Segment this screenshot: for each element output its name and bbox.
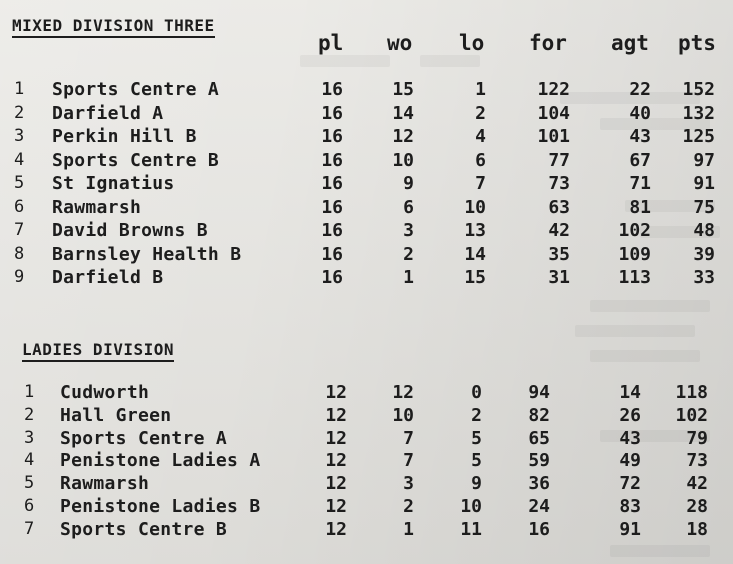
header-lo: lo (459, 31, 485, 55)
played-cell: 12 (325, 496, 347, 517)
header-pts: pts (678, 31, 716, 55)
played-cell: 12 (325, 404, 347, 426)
position-cell: 2 (14, 102, 25, 123)
won-cell: 10 (392, 404, 414, 426)
won-cell: 2 (403, 243, 414, 265)
team-name-cell: Sports Centre A (60, 427, 228, 449)
lost-cell: 13 (464, 220, 486, 241)
against-cell: 26 (619, 404, 641, 426)
position-cell: 1 (24, 382, 35, 402)
against-cell: 71 (629, 173, 651, 194)
played-cell: 16 (321, 149, 343, 171)
for-cell: 16 (528, 518, 550, 540)
for-cell: 77 (548, 149, 570, 171)
for-cell: 36 (528, 473, 550, 495)
against-cell: 83 (619, 496, 641, 517)
lost-cell: 2 (471, 404, 482, 426)
for-cell: 101 (537, 126, 570, 147)
won-cell: 1 (403, 267, 414, 288)
for-cell: 42 (548, 220, 570, 241)
points-cell: 132 (682, 102, 715, 124)
ladies-division-title: LADIES DIVISION (22, 340, 174, 362)
table-row (0, 518, 733, 541)
header-wo: wo (387, 31, 413, 55)
against-cell: 43 (629, 126, 651, 147)
lost-cell: 14 (464, 243, 486, 265)
header-for: for (529, 31, 567, 55)
for-cell: 73 (548, 173, 570, 194)
lost-cell: 6 (475, 149, 486, 171)
points-cell: 79 (686, 427, 708, 449)
table-row (0, 102, 733, 125)
against-cell: 67 (629, 149, 651, 171)
against-cell: 72 (619, 473, 641, 495)
for-cell: 31 (548, 267, 570, 288)
mixed-division-title: MIXED DIVISION THREE (12, 16, 215, 38)
team-name-cell: Sports Centre A (52, 79, 220, 100)
position-cell: 8 (14, 243, 25, 264)
team-name-cell: Darfield A (52, 102, 164, 124)
won-cell: 12 (392, 382, 414, 403)
table-row (0, 381, 733, 404)
team-name-cell: Perkin Hill B (52, 126, 197, 147)
lost-cell: 15 (464, 267, 486, 288)
table-row (0, 427, 733, 450)
against-cell: 113 (618, 267, 651, 288)
played-cell: 16 (321, 267, 343, 288)
played-cell: 16 (321, 126, 343, 147)
team-name-cell: Rawmarsh (60, 473, 150, 495)
points-cell: 18 (686, 518, 708, 540)
for-cell: 94 (528, 382, 550, 403)
table-row (0, 78, 733, 101)
team-name-cell: Penistone Ladies B (60, 496, 261, 517)
points-cell: 118 (675, 382, 708, 403)
for-cell: 59 (528, 450, 550, 472)
position-cell: 3 (24, 427, 35, 448)
played-cell: 16 (321, 102, 343, 124)
against-cell: 14 (619, 382, 641, 403)
won-cell: 3 (403, 473, 414, 495)
table-row (0, 495, 733, 518)
won-cell: 1 (403, 518, 414, 540)
won-cell: 7 (403, 450, 414, 472)
team-name-cell: Sports Centre B (52, 149, 220, 171)
team-name-cell: St Ignatius (52, 173, 175, 194)
lost-cell: 11 (460, 518, 482, 540)
position-cell: 4 (14, 149, 25, 170)
team-name-cell: Barnsley Health B (52, 243, 242, 265)
table-row (0, 266, 733, 289)
for-cell: 82 (528, 404, 550, 426)
lost-cell: 2 (475, 102, 486, 124)
team-name-cell: Cudworth (60, 382, 150, 403)
lost-cell: 7 (475, 173, 486, 194)
table-row (0, 149, 733, 172)
lost-cell: 10 (464, 196, 486, 218)
position-cell: 2 (24, 404, 35, 425)
lost-cell: 4 (475, 126, 486, 147)
for-cell: 65 (528, 427, 550, 449)
table-row (0, 449, 733, 472)
points-cell: 28 (686, 496, 708, 517)
team-name-cell: David Browns B (52, 220, 208, 241)
against-cell: 109 (618, 243, 651, 265)
position-cell: 7 (24, 518, 35, 539)
table-row (0, 172, 733, 195)
points-cell: 48 (693, 220, 715, 241)
won-cell: 3 (403, 220, 414, 241)
table-row (0, 243, 733, 266)
lost-cell: 5 (471, 427, 482, 449)
against-cell: 40 (629, 102, 651, 124)
played-cell: 12 (325, 473, 347, 495)
lost-cell: 9 (471, 473, 482, 495)
team-name-cell: Darfield B (52, 267, 164, 288)
position-cell: 9 (14, 267, 25, 287)
won-cell: 14 (392, 102, 414, 124)
points-cell: 125 (682, 126, 715, 147)
played-cell: 16 (321, 173, 343, 194)
points-cell: 91 (693, 173, 715, 194)
won-cell: 2 (403, 496, 414, 517)
played-cell: 16 (321, 243, 343, 265)
header-agt: agt (611, 31, 649, 55)
played-cell: 12 (325, 450, 347, 472)
points-cell: 33 (693, 267, 715, 288)
table-row (0, 125, 733, 148)
points-cell: 102 (675, 404, 708, 426)
lost-cell: 10 (460, 496, 482, 517)
for-cell: 24 (528, 496, 550, 517)
header-pl: pl (318, 31, 344, 55)
points-cell: 42 (686, 473, 708, 495)
against-cell: 22 (629, 79, 651, 100)
won-cell: 9 (403, 173, 414, 194)
played-cell: 16 (321, 220, 343, 241)
played-cell: 12 (325, 518, 347, 540)
against-cell: 43 (619, 427, 641, 449)
lost-cell: 0 (471, 382, 482, 403)
lost-cell: 1 (475, 79, 486, 100)
team-name-cell: Sports Centre B (60, 518, 228, 540)
for-cell: 63 (548, 196, 570, 218)
team-name-cell: Rawmarsh (52, 196, 142, 218)
position-cell: 5 (24, 473, 35, 494)
for-cell: 104 (537, 102, 570, 124)
team-name-cell: Hall Green (60, 404, 172, 426)
played-cell: 12 (325, 382, 347, 403)
for-cell: 35 (548, 243, 570, 265)
won-cell: 10 (392, 149, 414, 171)
position-cell: 1 (14, 79, 25, 99)
played-cell: 16 (321, 196, 343, 218)
table-row (0, 196, 733, 219)
won-cell: 12 (392, 126, 414, 147)
against-cell: 102 (618, 220, 651, 241)
won-cell: 15 (392, 79, 414, 100)
points-cell: 75 (693, 196, 715, 218)
points-cell: 152 (682, 79, 715, 100)
lost-cell: 5 (471, 450, 482, 472)
won-cell: 7 (403, 427, 414, 449)
position-cell: 5 (14, 173, 25, 193)
played-cell: 12 (325, 427, 347, 449)
position-cell: 4 (24, 450, 35, 471)
table-row (0, 404, 733, 427)
position-cell: 6 (14, 196, 25, 217)
against-cell: 81 (629, 196, 651, 218)
against-cell: 91 (619, 518, 641, 540)
points-cell: 39 (693, 243, 715, 265)
points-cell: 97 (693, 149, 715, 171)
table-row (0, 472, 733, 495)
played-cell: 16 (321, 79, 343, 100)
against-cell: 49 (619, 450, 641, 472)
team-name-cell: Penistone Ladies A (60, 450, 261, 472)
won-cell: 6 (403, 196, 414, 218)
table-row (0, 219, 733, 242)
position-cell: 7 (14, 220, 25, 240)
position-cell: 3 (14, 126, 25, 146)
position-cell: 6 (24, 496, 35, 516)
for-cell: 122 (537, 79, 570, 100)
points-cell: 73 (686, 450, 708, 472)
